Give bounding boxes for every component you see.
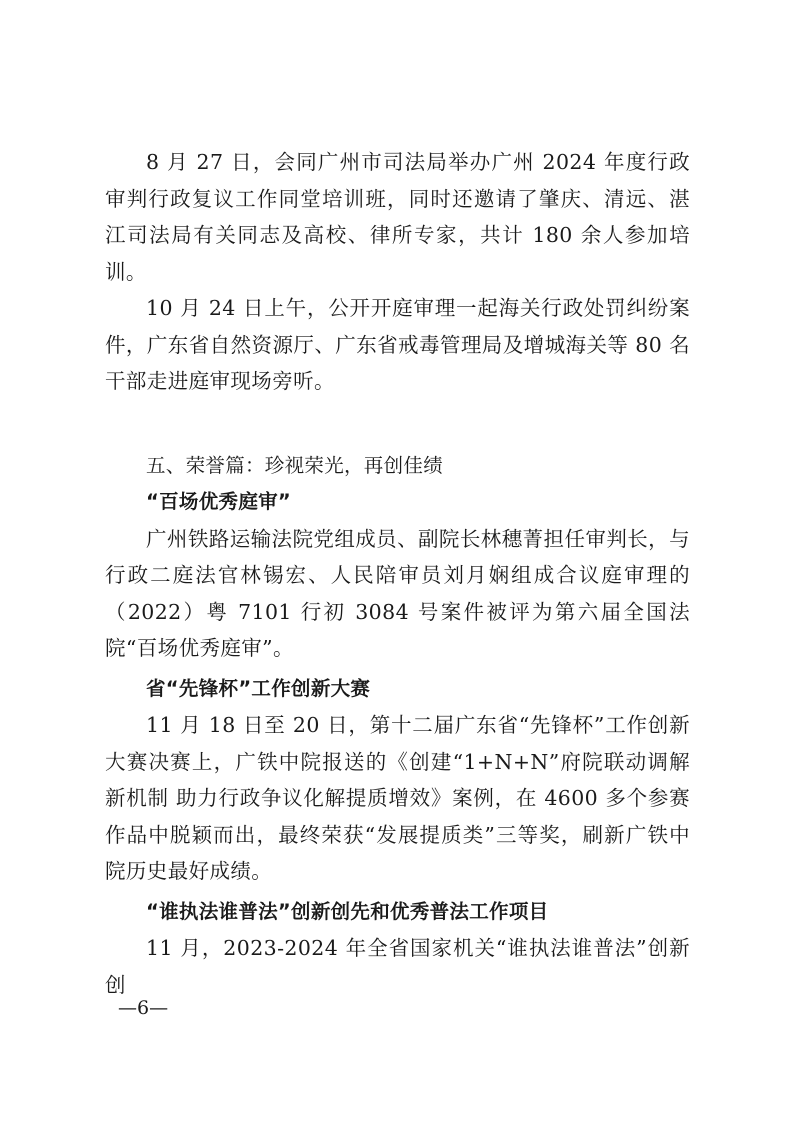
subsection-body-pioneer-cup: 11 月 18 日至 20 日，第十二届广东省“先锋杯”工作创新大赛决赛上，广铁中院报送的《创建“1+N+N”府院联动调解新机制 助力行政争议化解提质增效》案例，在 4600 多个参赛作品中脱颖而出，最终荣获“发展提质类”三等奖，刷新广铁中院历史最好成绩。: [105, 713, 690, 883]
document-body: [105, 144, 690, 1003]
subsection-body-hundred-trials: 广州铁路运输法院党组成员、副院长林穗菁担任审判长，与行政二庭法官林锡宏、人民陪审员刘月娴组成合议庭审理的（2022）粤 7101 行初 3084 号案件被评为第六届全国法院“百场优秀庭审”。: [105, 526, 690, 660]
subsection-heading-law-enforcement: “谁执法谁普法”创新创先和优秀普法工作项目: [146, 899, 549, 923]
paragraph-training: 8 月 27 日，会同广州市司法局举办广州 2024 年度行政审判行政复议工作同堂培训班，同时还邀请了肇庆、清远、湛江司法局有关同志及高校、律所专家，共计 180 余人参加培训。: [105, 150, 690, 284]
paragraph-hearing: 10 月 24 日上午，公开开庭审理一起海关行政处罚纠纷案件，广东省自然资源厅、广东省戒毒管理局及增城海关等 80 名干部走进庭审现场旁听。: [105, 296, 690, 393]
subsection-body-law-enforcement: 11 月，2023-2024 年全省国家机关“谁执法谁普法”创新创: [105, 936, 690, 997]
section-title: 五、荣誉篇：珍视荣光，再创佳绩: [146, 453, 444, 477]
page-number: —6—: [118, 997, 169, 1019]
section-spacer: [105, 400, 690, 448]
subsection-heading-hundred-trials: “百场优秀庭审”: [146, 490, 292, 513]
subsection-heading-pioneer-cup: 省“先锋杯”工作创新大赛: [146, 676, 371, 700]
